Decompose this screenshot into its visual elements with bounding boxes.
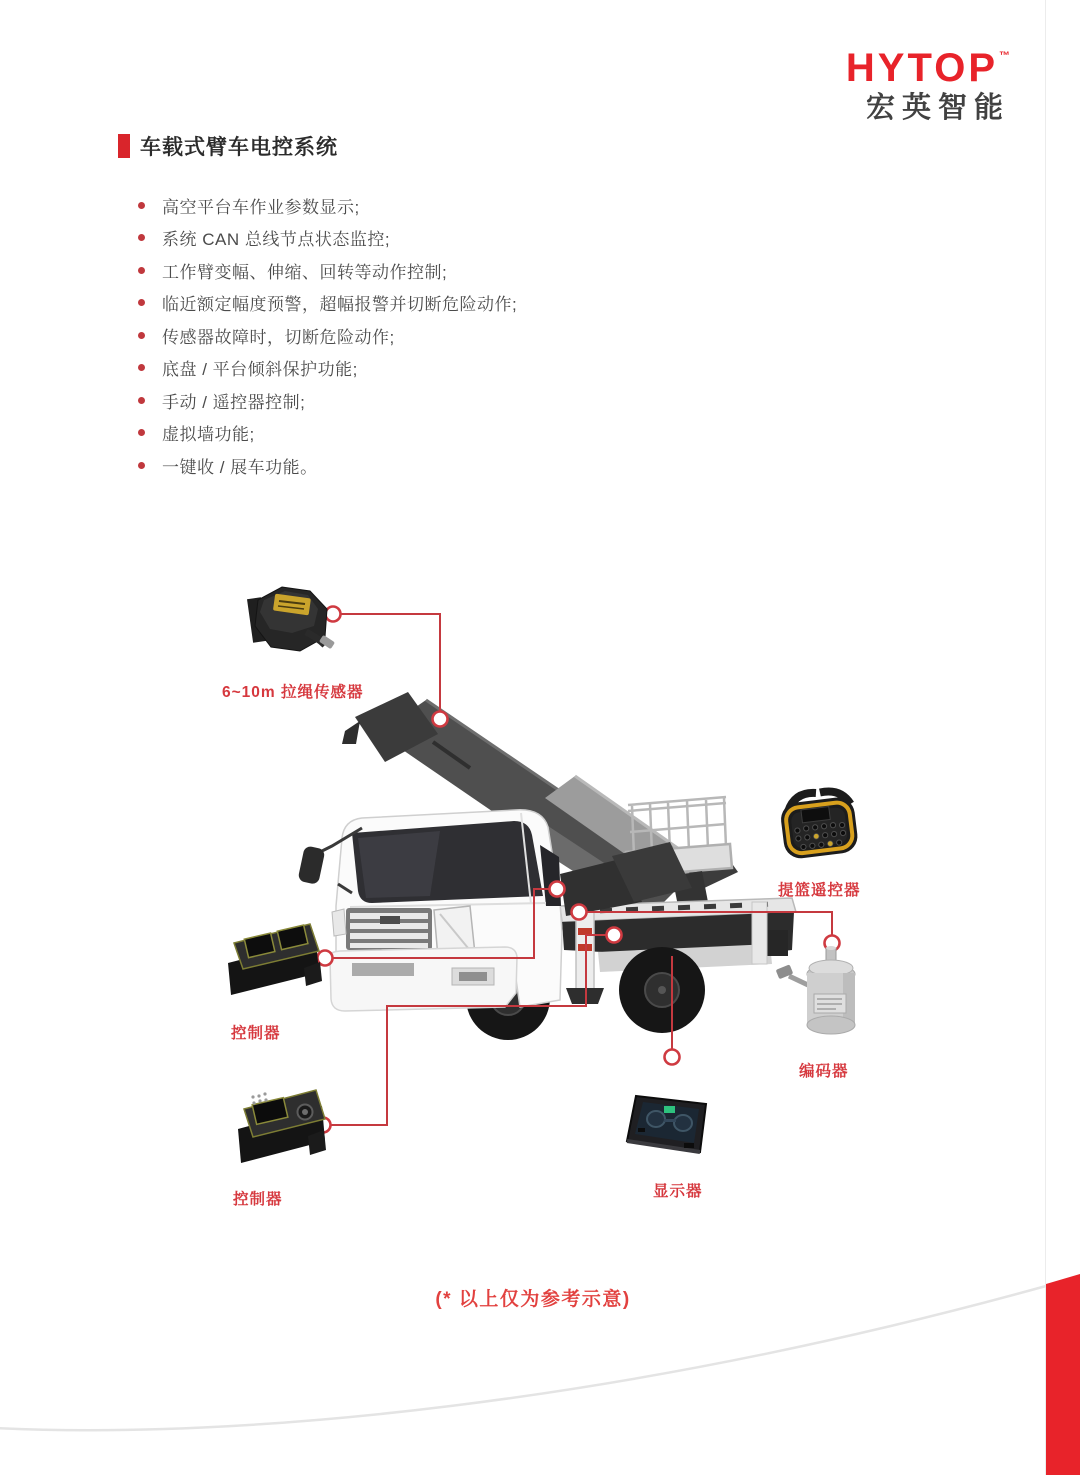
label-display: 显示器: [653, 1183, 703, 1200]
feature-text: 临近额定幅度预警，超幅报警并切断危险动作;: [162, 295, 518, 315]
feature-text: 传感器故障时，切断危险动作;: [162, 327, 395, 347]
controller-bottom-image: [238, 1090, 326, 1163]
display-image: [627, 1096, 706, 1152]
truck-cab: [297, 810, 562, 1011]
feature-text: 工作臂变幅、伸缩、回转等动作控制;: [162, 262, 448, 282]
basket-remote-image: [778, 788, 859, 860]
feature-text: 系统 CAN 总线节点状态监控;: [162, 230, 391, 250]
brand-name: HYTOP: [845, 46, 998, 90]
reference-note: (* 以上仅为参考示意): [435, 1289, 631, 1310]
feature-text: 底盘 / 平台倾斜保护功能;: [162, 360, 358, 380]
label-encoder: 编码器: [799, 1063, 849, 1080]
feature-text: 虚拟墙功能;: [162, 425, 255, 445]
label-controller-top: 控制器: [231, 1025, 281, 1042]
feature-text: 高空平台车作业参数显示;: [162, 197, 360, 217]
truck-illustration: [297, 692, 796, 1040]
encoder-image: [776, 946, 855, 1034]
page-title: 车载式臂车电控系统: [140, 136, 338, 159]
brand-subtitle: 宏英智能: [865, 92, 1010, 124]
feature-text: 一键收 / 展车功能。: [162, 457, 318, 477]
label-rope-sensor: 6~10m 拉绳传感器: [222, 684, 364, 701]
label-controller-bottom: 控制器: [233, 1191, 283, 1208]
trademark-symbol: ™: [999, 50, 1010, 62]
controller-top-image: [228, 924, 322, 995]
feature-text: 手动 / 遥控器控制;: [162, 392, 306, 412]
rope-sensor-image: [247, 587, 335, 651]
label-basket-remote: 提篮遥控器: [778, 882, 861, 899]
